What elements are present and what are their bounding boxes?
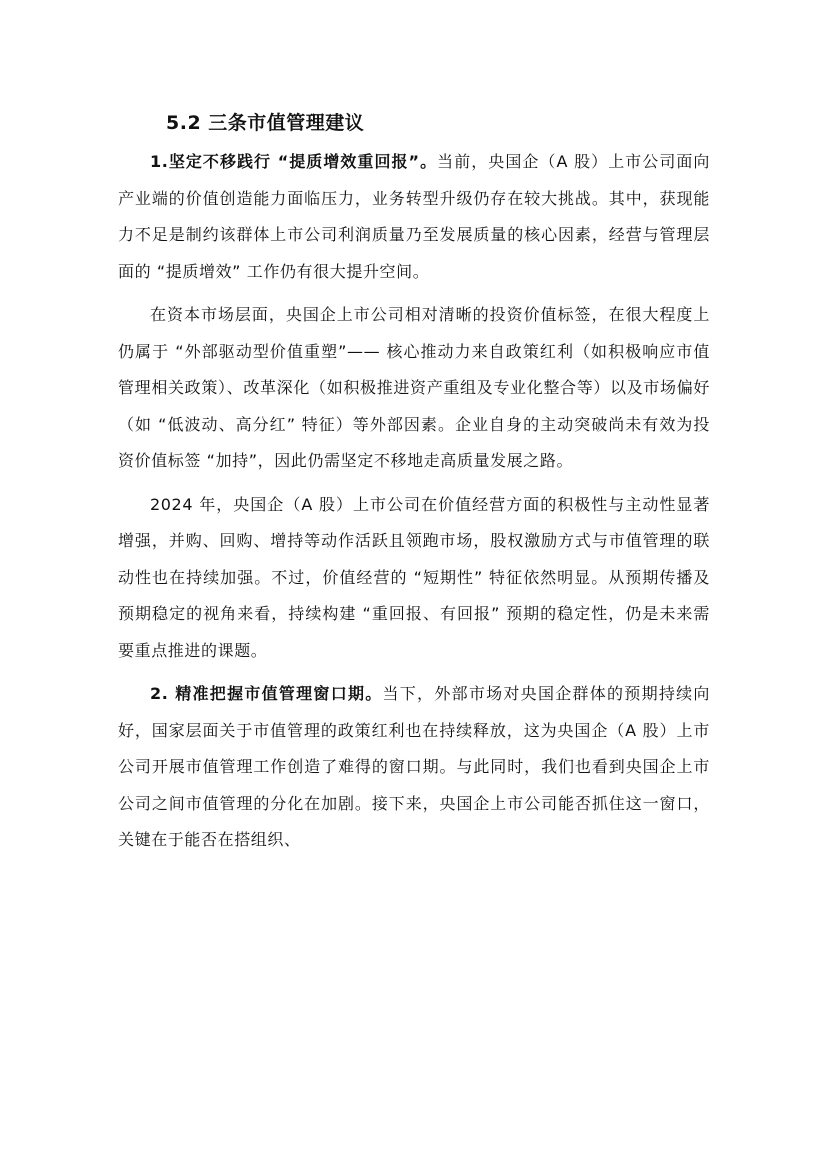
paragraph-3-body: 2024 年，央国企（A 股）上市公司在价值经营方面的积极性与主动性显著增强，并购、回购、增持等动作活跃且领跑市场，股权激励方式与市值管理的联动性也在持续加强。不过，价值经营的 “短期性” 特征依然明显。从预期传播及预期稳定的视角来看，持续构建 “重回报、有回报” 预期的稳定性，仍是未来需要重点推进的课题。 — [118, 494, 710, 660]
paragraph-2 — [118, 297, 710, 480]
paragraph-3 — [118, 487, 710, 670]
section-heading: 5.2 三条市值管理建议 — [166, 112, 365, 134]
paragraph-1-body: 当前，央国企（A 股）上市公司面向产业端的价值创造能力面临压力，业务转型升级仍存在较大挑战。其中，获现能力不足是制约该群体上市公司利润质量乃至发展质量的核心因素，经营与管理层面的 “提质增效” 工作仍有很大提升空间。 — [118, 152, 711, 281]
paragraph-1 — [118, 144, 710, 290]
paragraph-2-body: 在资本市场层面，央国企上市公司相对清晰的投资价值标签，在很大程度上仍属于 “外部驱动型价值重塑”—— 核心推动力来自政策红利（如积极响应市值管理相关政策）、改革深化（如积极推进资产重组及专业化整合等）以及市场偏好（如 “低波动、高分红” 特征）等外部因素。企业自身的主动突破尚未有效为投资价值标签 “加持”，因此仍需坚定不移地走高质量发展之路。 — [118, 305, 710, 470]
paragraph-4-lead: 2. 精准把握市值管理窗口期。 — [150, 684, 383, 703]
paragraph-4 — [118, 676, 710, 859]
paragraph-4-body: 当下，外部市场对央国企群体的预期持续向好，国家层面关于市值管理的政策红利也在持续释放，这为央国企（A 股）上市公司开展市值管理工作创造了难得的窗口期。与此同时，我们也看到央国企上市公司之间市值管理的分化在加剧。接下来，央国企上市公司能否抓住这一窗口，关键在于能否在搭组织、 — [118, 684, 710, 849]
paragraph-1-lead: 1.坚定不移践行 “提质增效重回报”。 — [150, 152, 438, 171]
document-body — [118, 104, 710, 866]
